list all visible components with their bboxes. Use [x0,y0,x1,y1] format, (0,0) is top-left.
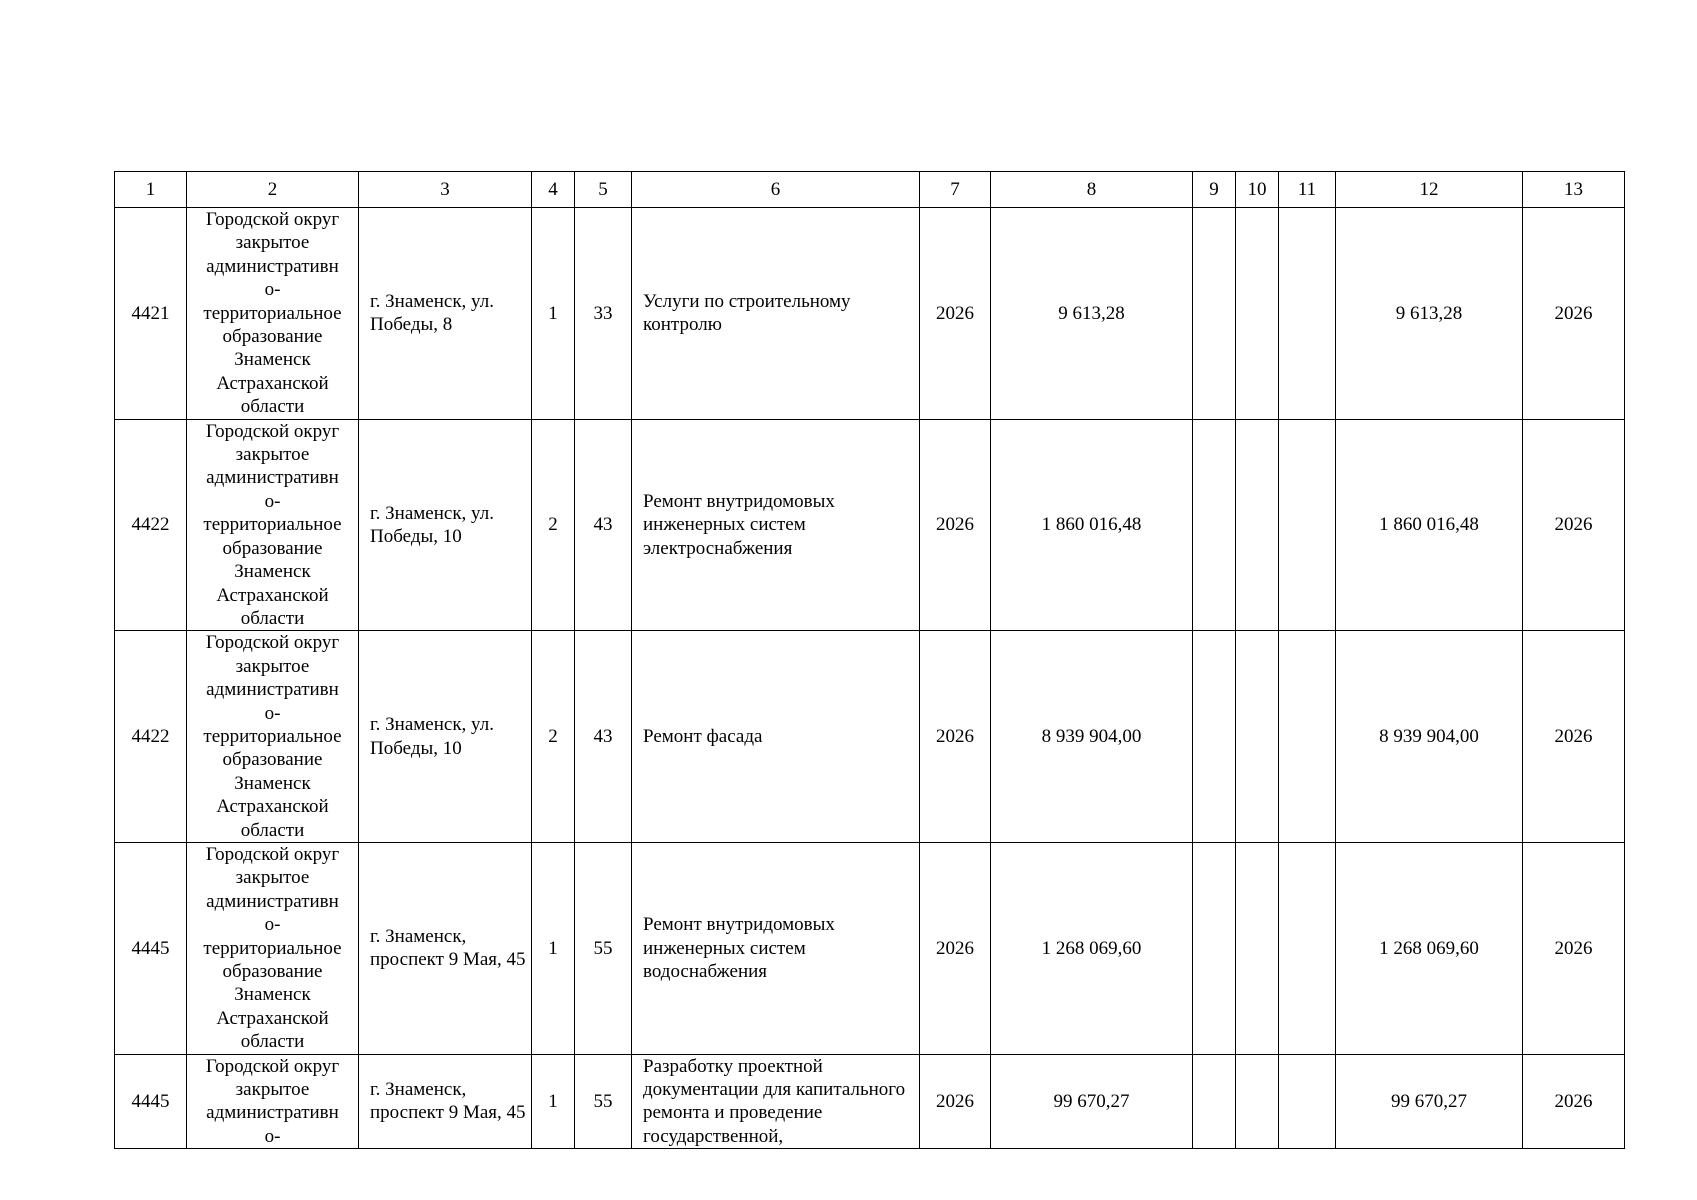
address-cell: г. Знаменск, ул. Победы, 10 [359,631,532,843]
municipality-line: административн [206,890,339,912]
year-cell: 2026 [920,419,991,631]
municipality-cell [187,631,359,843]
table-row [115,208,1625,420]
column-header: 9 [1193,172,1236,208]
municipality-line: Знаменск [234,772,311,794]
municipality-line: образование [222,961,323,982]
municipality-cell [187,842,359,1054]
municipality-cell [187,1054,359,1149]
column-4-cell: 2 [532,419,575,631]
completion-year-cell: 2026 [1523,842,1625,1054]
address-cell: г. Знаменск, проспект 9 Мая, 45 [359,1054,532,1149]
column-4-cell: 1 [532,208,575,420]
municipality-line: о- [264,914,281,936]
municipality-line: Знаменск [234,349,311,371]
work-type-cell: Ремонт внутридомовых инженерных систем водоснабжения [632,842,920,1054]
completion-year-cell: 2026 [1523,1054,1625,1149]
column-header: 2 [187,172,359,208]
municipality-line: образование [222,326,323,348]
column-11-cell [1279,208,1336,420]
record-number-cell: 4422 [115,631,187,843]
column-4-cell: 1 [532,1054,575,1149]
funding-cell: 9 613,28 [1336,208,1523,420]
column-header: 13 [1523,172,1625,208]
column-header: 8 [991,172,1193,208]
cost-cell: 9 613,28 [991,208,1193,420]
capital-repair-table [114,171,1625,1149]
municipality-line: области [240,396,305,418]
column-header: 5 [575,172,632,208]
completion-year-cell: 2026 [1523,208,1625,420]
column-9-cell [1193,208,1236,420]
column-9-cell [1193,842,1236,1054]
column-5-cell: 33 [575,208,632,420]
column-5-cell: 43 [575,631,632,843]
municipality-line: Городской округ [205,209,340,230]
table-row [115,1054,1625,1149]
column-10-cell [1236,842,1279,1054]
municipality-line: Астраханской [216,584,329,606]
column-9-cell [1193,631,1236,843]
municipality-line: Знаменск [234,984,311,1006]
record-number-cell: 4422 [115,419,187,631]
column-5-cell: 55 [575,842,632,1054]
work-type-cell: Ремонт внутридомовых инженерных систем электроснабжения [632,419,920,631]
municipality-line: Астраханской [216,372,329,394]
cost-cell: 1 860 016,48 [991,419,1193,631]
funding-cell: 99 670,27 [1336,1054,1523,1149]
cost-cell: 8 939 904,00 [991,631,1193,843]
cost-cell: 1 268 069,60 [991,842,1193,1054]
table-header-row [115,172,1625,208]
work-type-cell: Ремонт фасада [632,631,920,843]
municipality-line: закрытое [235,655,310,677]
completion-year-cell: 2026 [1523,419,1625,631]
municipality-line: о- [264,1125,281,1147]
municipality-cell [187,419,359,631]
municipality-line: образование [222,537,323,559]
table-row [115,419,1625,631]
municipality-line: закрытое [235,1079,310,1101]
column-header: 4 [532,172,575,208]
column-header: 1 [115,172,187,208]
address-cell: г. Знаменск, ул. Победы, 8 [359,208,532,420]
column-header: 10 [1236,172,1279,208]
municipality-line: области [240,819,305,841]
municipality-line: административн [206,255,339,277]
municipality-line: территориальное [203,725,342,747]
municipality-line: Знаменск [234,561,311,583]
year-cell: 2026 [920,208,991,420]
column-header: 6 [632,172,920,208]
municipality-line: административн [206,679,339,701]
column-11-cell [1279,842,1336,1054]
column-4-cell: 1 [532,842,575,1054]
municipality-line: о- [264,490,281,512]
municipality-line: области [240,1031,305,1053]
column-header: 3 [359,172,532,208]
column-4-cell: 2 [532,631,575,843]
column-header: 12 [1336,172,1523,208]
address-cell: г. Знаменск, ул. Победы, 10 [359,419,532,631]
column-header: 7 [920,172,991,208]
cost-cell: 99 670,27 [991,1054,1193,1149]
municipality-line: территориальное [203,937,342,959]
municipality-line: территориальное [203,514,342,536]
table-row [115,842,1625,1054]
column-10-cell [1236,1054,1279,1149]
municipality-cell [187,208,359,420]
record-number-cell: 4445 [115,1054,187,1149]
municipality-line: о- [264,279,281,301]
column-11-cell [1279,419,1336,631]
record-number-cell: 4445 [115,842,187,1054]
table-row [115,631,1625,843]
municipality-line: области [240,607,305,629]
municipality-line: о- [264,702,281,724]
column-9-cell [1193,1054,1236,1149]
municipality-line: Городской округ [205,843,340,865]
municipality-line: Астраханской [216,1007,329,1029]
municipality-line: закрытое [235,444,310,466]
funding-cell: 1 860 016,48 [1336,419,1523,631]
municipality-line: Городской округ [205,1055,340,1077]
column-header: 11 [1279,172,1336,208]
record-number-cell: 4421 [115,208,187,420]
municipality-line: административн [206,467,339,489]
funding-cell: 1 268 069,60 [1336,842,1523,1054]
column-10-cell [1236,208,1279,420]
column-10-cell [1236,631,1279,843]
municipality-line: Астраханской [216,796,329,818]
municipality-line: Городской округ [205,632,340,654]
year-cell: 2026 [920,1054,991,1149]
work-type-cell: Услуги по строительному контролю [632,208,920,420]
municipality-line: Городской округ [205,420,340,442]
work-type-cell: Разработку проектной документации для капитального ремонта и проведение государственной, [632,1054,920,1149]
column-5-cell: 55 [575,1054,632,1149]
municipality-line: административн [206,1102,339,1124]
funding-cell: 8 939 904,00 [1336,631,1523,843]
column-11-cell [1279,1054,1336,1149]
column-10-cell [1236,419,1279,631]
year-cell: 2026 [920,631,991,843]
column-11-cell [1279,631,1336,843]
column-9-cell [1193,419,1236,631]
municipality-line: образование [222,749,323,771]
municipality-line: закрытое [235,867,310,889]
year-cell: 2026 [920,842,991,1054]
address-cell: г. Знаменск, проспект 9 Мая, 45 [359,842,532,1054]
municipality-line: закрытое [235,232,310,254]
completion-year-cell: 2026 [1523,631,1625,843]
column-5-cell: 43 [575,419,632,631]
municipality-line: территориальное [203,302,342,324]
